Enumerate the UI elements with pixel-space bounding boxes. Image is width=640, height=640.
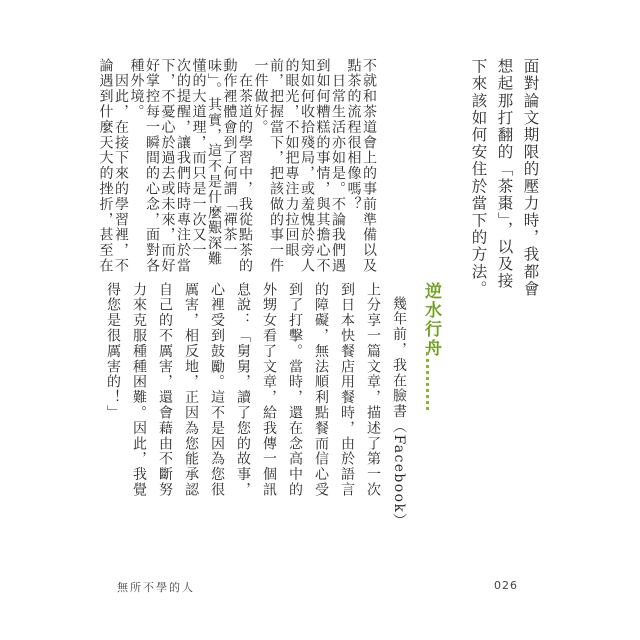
text-column: 好掌控每一瞬間的心念，面對各: [144, 58, 160, 274]
text-column: 知如何收拾殘局，或羞愧於旁人: [299, 58, 315, 274]
text-column: 到日本快餐店用餐時，由於語言: [339, 282, 355, 498]
text-column: 不就和茶道會上的事前準備以及: [361, 58, 377, 274]
text-column: 力來克服種種困難。因此，我覺: [131, 282, 147, 498]
text-column: 幾年前，我在臉書（Facebook）: [391, 296, 407, 529]
text-column: 得您是很厲害的！」: [105, 282, 121, 421]
text-column: 面對論文期限的壓力時，我都會: [521, 58, 540, 298]
book-title: 無所不學的人: [117, 581, 195, 594]
text-column: 一件做好。: [252, 58, 269, 135]
text-column: 次的提醒，讓我們時時專注於當: [175, 58, 191, 274]
text-column: 厲害，相反地，正因為您能承認: [183, 282, 199, 498]
text-column: 種外境。: [128, 58, 145, 120]
text-column: 因此，在接下來的學習裡，不: [113, 58, 129, 274]
heading-divider: [426, 352, 429, 410]
text-column: 到如何糟糕的事情，與其擔心不: [314, 58, 331, 274]
text-column: 的障礙，無法順利點餐而信心受: [313, 282, 329, 498]
text-column: 味」。其實，這不是什麼艱深難: [206, 58, 222, 267]
text-column: 日常生活亦如是。不論我們遇: [330, 58, 346, 274]
text-column: 在茶道的學習中，我從點茶的: [237, 58, 253, 274]
text-column: 動作裡體會到了何謂「禪茶一: [221, 58, 238, 259]
text-column: 息說：「舅舅，讀了您的故事，: [235, 282, 251, 498]
text-column: 下，不憂心於過去或未來，而好: [159, 58, 176, 274]
text-column: 點茶的流程很相像嗎？: [345, 58, 362, 212]
section-heading: 逆水行舟: [421, 282, 441, 358]
text-column: 前，把握當下，把該做的事一件: [268, 58, 284, 274]
text-column: 到了打擊。當時，還在念高中的: [287, 282, 303, 498]
page-number: 026: [494, 579, 518, 592]
text-column: 的眼光，不如把專注力拉回眼: [283, 58, 300, 259]
text-column: 上分享一篇文章，描述了第一次: [365, 282, 381, 498]
text-column: 外甥女看了文章，給我傳一個訊: [261, 282, 277, 498]
text-column: 自己的不厲害，還會藉由不斷努: [157, 282, 173, 498]
text-column: 下來該如何安住於當下的方法。: [469, 58, 488, 298]
text-column: 懂的大道理，而只是一次又一: [190, 58, 207, 259]
text-column: 心裡受到鼓勵。這不是因為您很: [209, 282, 225, 498]
text-column: 論遇到什麼天大的挫折，甚至在: [97, 58, 114, 274]
text-column: 想起那打翻的「茶棗」，以及接: [495, 58, 514, 290]
